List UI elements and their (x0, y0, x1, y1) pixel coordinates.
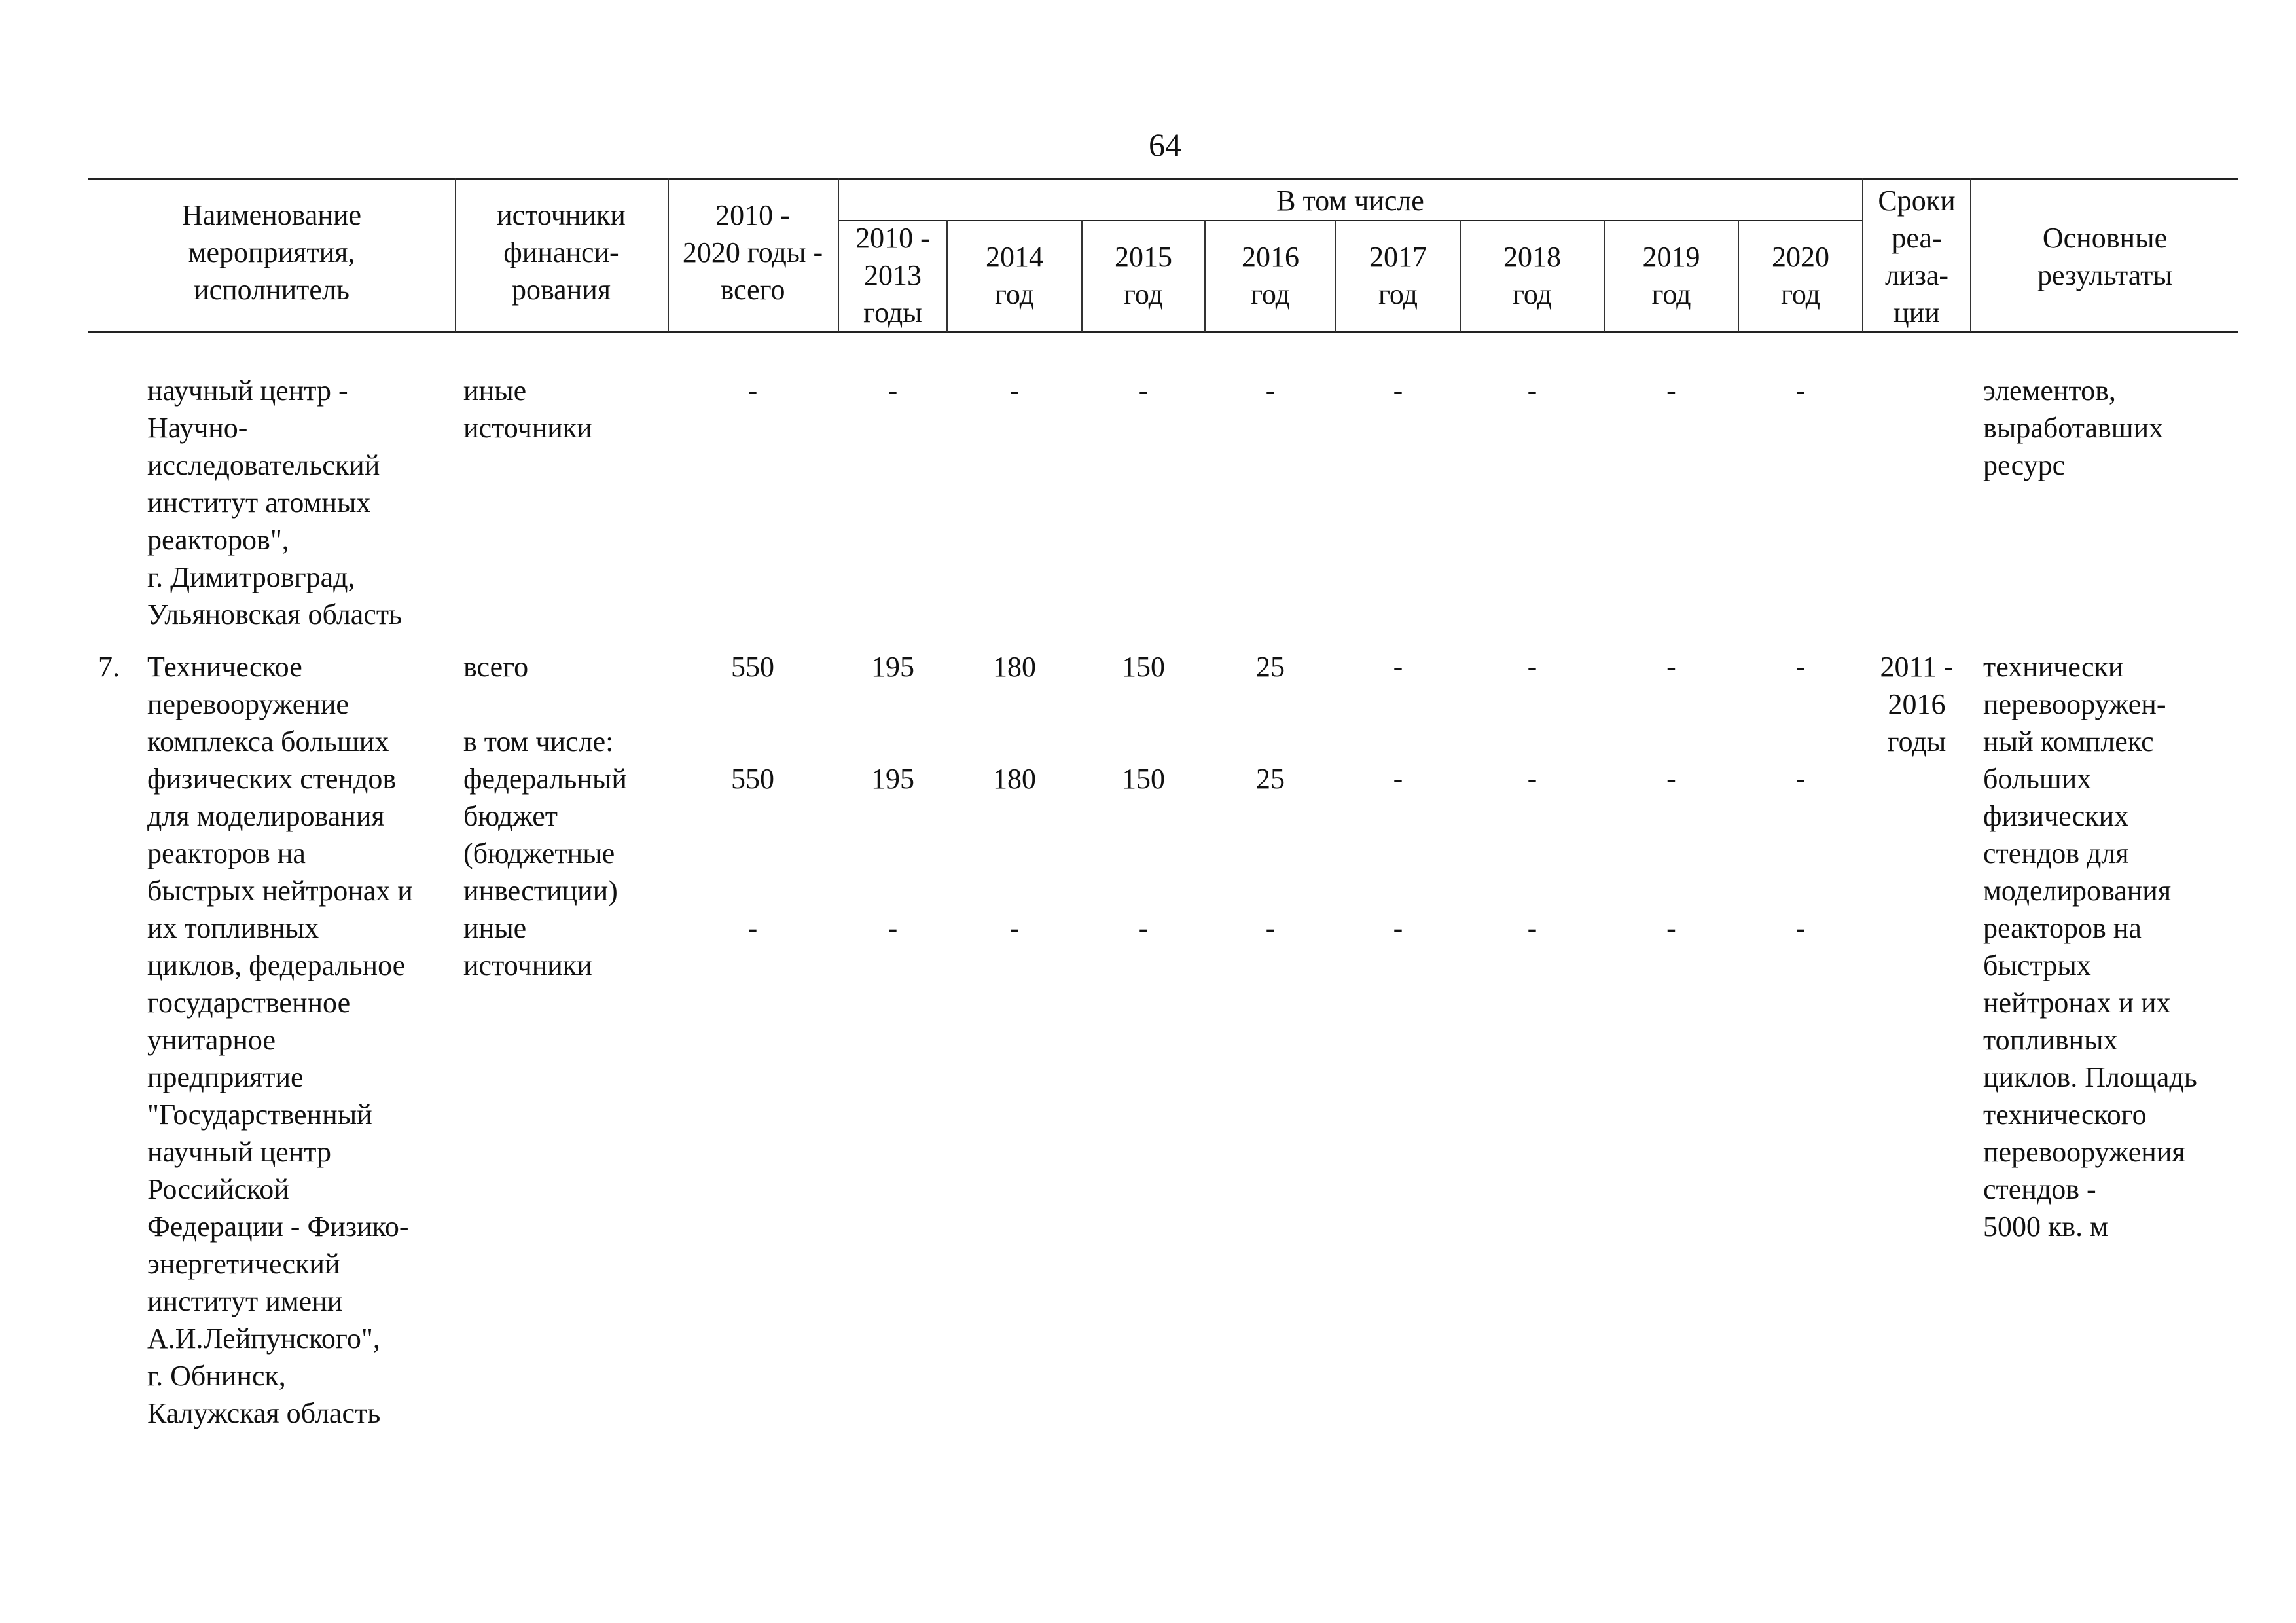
row7-source-federal: федеральный бюджет (бюджетные инвестиции) (463, 763, 627, 907)
row7-federal-value: 195 (871, 763, 914, 795)
cont-value: - (1009, 374, 1020, 407)
cont-value: - (1138, 374, 1149, 407)
row7-federal-value: - (1795, 763, 1806, 795)
cont-value: - (1795, 374, 1806, 407)
header-2020: 2020 год (1772, 241, 1829, 310)
header-2014: 2014 год (986, 241, 1043, 310)
row7-federal-value: - (1527, 763, 1537, 795)
row7-total-value: - (1795, 651, 1806, 683)
header-including: В том числе (1276, 185, 1424, 217)
header-total: 2010 - 2020 годы - всего (682, 199, 823, 306)
cont-name: научный центр - Научно- исследовательский институт атомных реакторов", г. Димитровград, Ульяновская область (147, 374, 403, 630)
header-results: Основные результаты (2037, 222, 2172, 291)
row7-other-value: - (1666, 912, 1676, 944)
row7-federal-value: 550 (731, 763, 774, 795)
table-top-rule (88, 178, 2238, 180)
row7-other-value: - (1265, 912, 1276, 944)
row7-total-value: 150 (1122, 651, 1165, 683)
cont-value: - (1393, 374, 1403, 407)
header-name: Наименование мероприятия, исполнитель (181, 199, 362, 306)
cont-result: элементов, выработавших ресурс (1983, 374, 2164, 481)
row7-result: технически перевооружен- ный комплекс больших физических стендов для моделирования реакторов на быстрых нейтронах и их топливных циклов. Площадь технического перевооружения стендов - 5000 кв. м (1983, 651, 2197, 1243)
page-number: 64 (1149, 126, 1181, 163)
row7-other-value: - (888, 912, 898, 944)
row7-total-value: 550 (731, 651, 774, 683)
header-2017: 2017 год (1369, 241, 1427, 310)
row7-other-value: - (1009, 912, 1020, 944)
row7-source-including: в том числе: (463, 725, 614, 757)
row7-total-value: 195 (871, 651, 914, 683)
row7-other-value: - (1138, 912, 1149, 944)
row7-total-value: - (1527, 651, 1537, 683)
row7-name: Техническое перевооружение комплекса больших физических стендов для моделирования реакторов на быстрых нейтронах и их топливных циклов, федеральное государственное унитарное предприятие "Государственный научный центр Российской Федерации - Физико- энергетический институт имени А.И.Лейпунского", г. Обнинск, Калужская область (147, 651, 413, 1429)
row7-other-value: - (1527, 912, 1537, 944)
including-group-rule (838, 220, 1862, 221)
header-2016: 2016 год (1242, 241, 1299, 310)
row7-federal-value: 180 (993, 763, 1036, 795)
header-2019: 2019 год (1642, 241, 1700, 310)
cont-value: - (888, 374, 898, 407)
cont-value: - (1666, 374, 1676, 407)
row7-total-value: - (1666, 651, 1676, 683)
row7-source-total: всего (463, 651, 529, 683)
col-rule-1 (455, 178, 456, 332)
header-terms: Сроки реа- лиза- ции (1878, 185, 1956, 329)
header-2010-2013: 2010 - 2013 годы (855, 222, 930, 329)
row7-other-value: - (747, 912, 758, 944)
row7-federal-value: - (1393, 763, 1403, 795)
cont-value: - (747, 374, 758, 407)
header-sources: источники финанси- рования (497, 199, 626, 306)
row7-federal-value: 25 (1256, 763, 1285, 795)
row7-source-other: иные источники (463, 912, 592, 981)
header-2018: 2018 год (1503, 241, 1561, 310)
row7-other-value: - (1795, 912, 1806, 944)
row7-terms: 2011 - 2016 годы (1880, 651, 1954, 757)
row7-number: 7. (98, 651, 120, 683)
cont-value: - (1527, 374, 1537, 407)
cont-value: - (1265, 374, 1276, 407)
row7-total-value: 25 (1256, 651, 1285, 683)
row7-total-value: - (1393, 651, 1403, 683)
header-2015: 2015 год (1115, 241, 1172, 310)
row7-federal-value: - (1666, 763, 1676, 795)
row7-federal-value: 150 (1122, 763, 1165, 795)
cont-source: иные источники (463, 374, 592, 444)
row7-other-value: - (1393, 912, 1403, 944)
row7-total-value: 180 (993, 651, 1036, 683)
